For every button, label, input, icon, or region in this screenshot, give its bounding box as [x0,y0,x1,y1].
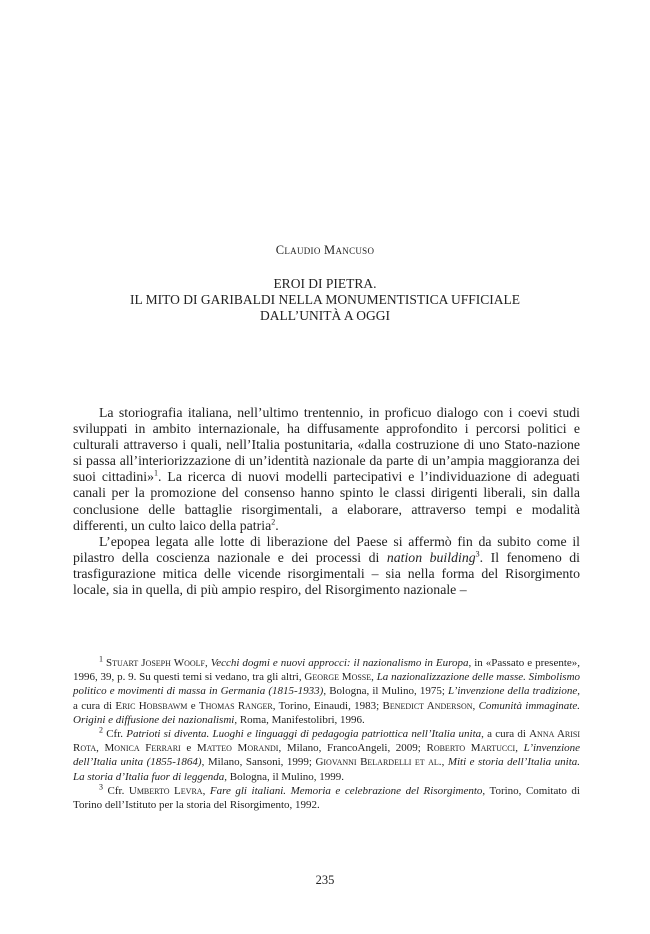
text: , a cura di [73,685,580,712]
author: Roberto Martucci [426,742,516,755]
text: , Bologna, il Mulino, 1999. [224,770,345,783]
footnote-number: 1 [99,654,103,664]
text: . Il fenomeno di trasfigurazione mitica delle vicende risorgimentali – sia nella forma del Risorgimento locale, sia in quella, di più ampio respiro, del Risorgimento nazionale – [73,549,581,598]
footnote-ref-2[interactable]: 2 [271,517,276,527]
text: , [202,784,210,797]
page-number: 235 [315,873,335,887]
text: Cfr. [103,728,127,741]
text: L’epopea legata alle lotte di liberazione del Paese si affermò fin da subito come il pilastro della coscienza nazionale e dei processi di [73,533,580,565]
text: , Bologna, il Mulino, 1975; [323,685,448,698]
footnote-1 [73,656,580,727]
text: . La ricerca di nuovi modelli partecipativi e l’individuazione di adeguati canali per la promozione del consenso hanno spinto le classi dirigenti liberali, sin dalla conclusione delle battaglie risorgimentali, a elaborare, attraverso tempi e modalità differenti, un culto laico della patria [73,469,580,533]
text: La storiografia italiana, nell’ultimo trentennio, in proficuo dialogo con i coevi studi sviluppati in ambito internazionale, ha diffusamente approfondito i percorsi politici e culturali attraverso i quali, nell’Italia postunitaria, «dalla costruzione di uno Stato-nazione si passa all’interiorizzazione di un’identità nazionale da parte di un’ampia maggioranza dei suoi cittadini» [73,405,580,485]
title-line: IL MITO DI GARIBALDI NELLA MONUMENTISTICA UFFICIALE [130,292,520,307]
author: Stuart Joseph Woolf [106,657,205,669]
work-title: L’invenzione dell’Italia unita (1855-1864) [73,742,581,769]
author: Eric Hobsbawm [115,699,188,712]
text: . [275,517,279,533]
paragraph [73,534,580,598]
text: , [371,671,377,684]
work-title: L’invenzione della tradizione [447,685,578,698]
text: , Milano, FrancoAngeli, 2009; [278,742,427,755]
work-title: La nazionalizzazione delle masse. Simbolismo politico e movimenti di massa in Germania (1815-1933) [73,671,581,698]
text: , a cura di [481,728,530,741]
author: Monica Ferrari [104,742,181,755]
footnotes [73,656,580,812]
footnote-number: 2 [99,725,103,735]
author: Benedict Anderson [382,699,473,712]
text: , [472,699,479,712]
work-title: Patrioti si diventa. Luoghi e linguaggi di pedagogia patriottica nell’Italia unita [126,728,482,741]
text: , [204,657,211,669]
title-line: DALL’UNITÀ A OGGI [260,308,390,323]
text: , Torino, Einaudi, 1983; [272,699,383,712]
title-line: EROI DI PIETRA. [273,276,377,291]
text: , Torino, Comitato di Torino dell’Istituto per la storia del Risorgimento, 1992. [73,784,580,812]
author: George Mosse [304,671,372,684]
author: Anna Arisi Rota [73,728,581,755]
text: , [441,756,448,769]
footnote-ref-1[interactable]: 1 [154,468,159,478]
author: Umberto Levra [128,784,203,797]
author: Matteo Morandi [196,742,279,755]
text: , Milano, Sansoni, 1999; [201,756,316,769]
text: , in «Passato e presente», 1996, 39, p. 9. Su questi temi si vedano, tra gli altri, [73,657,581,684]
footnote-2 [73,727,580,784]
text: e [187,699,199,712]
text: , [515,742,524,755]
text: e [180,742,197,755]
work-title: Comunità immaginate. Origini e diffusione dei nazionalismi [73,699,580,726]
body-text [73,405,580,598]
footnote-ref-3[interactable]: 3 [475,549,480,559]
footnote-3 [73,784,580,812]
text: Cfr. [103,784,129,797]
author-name: Claudio Mancuso [275,243,375,257]
author: Giovanni Belardelli et al. [315,756,442,769]
paragraph [73,405,580,534]
footnote-number: 3 [99,782,103,792]
article-title [0,276,650,324]
author: Thomas Ranger [198,699,273,712]
work-title: Miti e storia dell’Italia unita. La storia d’Italia fuor di leggenda [73,756,581,783]
work-title: Fare gli italiani. Memoria e celebrazione del Risorgimento [209,784,483,797]
emphasis: nation building [386,549,476,565]
text: , Roma, Manifestolibri, 1996. [234,713,365,726]
work-title: Vecchi dogmi e nuovi approcci: il nazionalismo in Europa [210,657,469,669]
text: , [96,742,105,755]
